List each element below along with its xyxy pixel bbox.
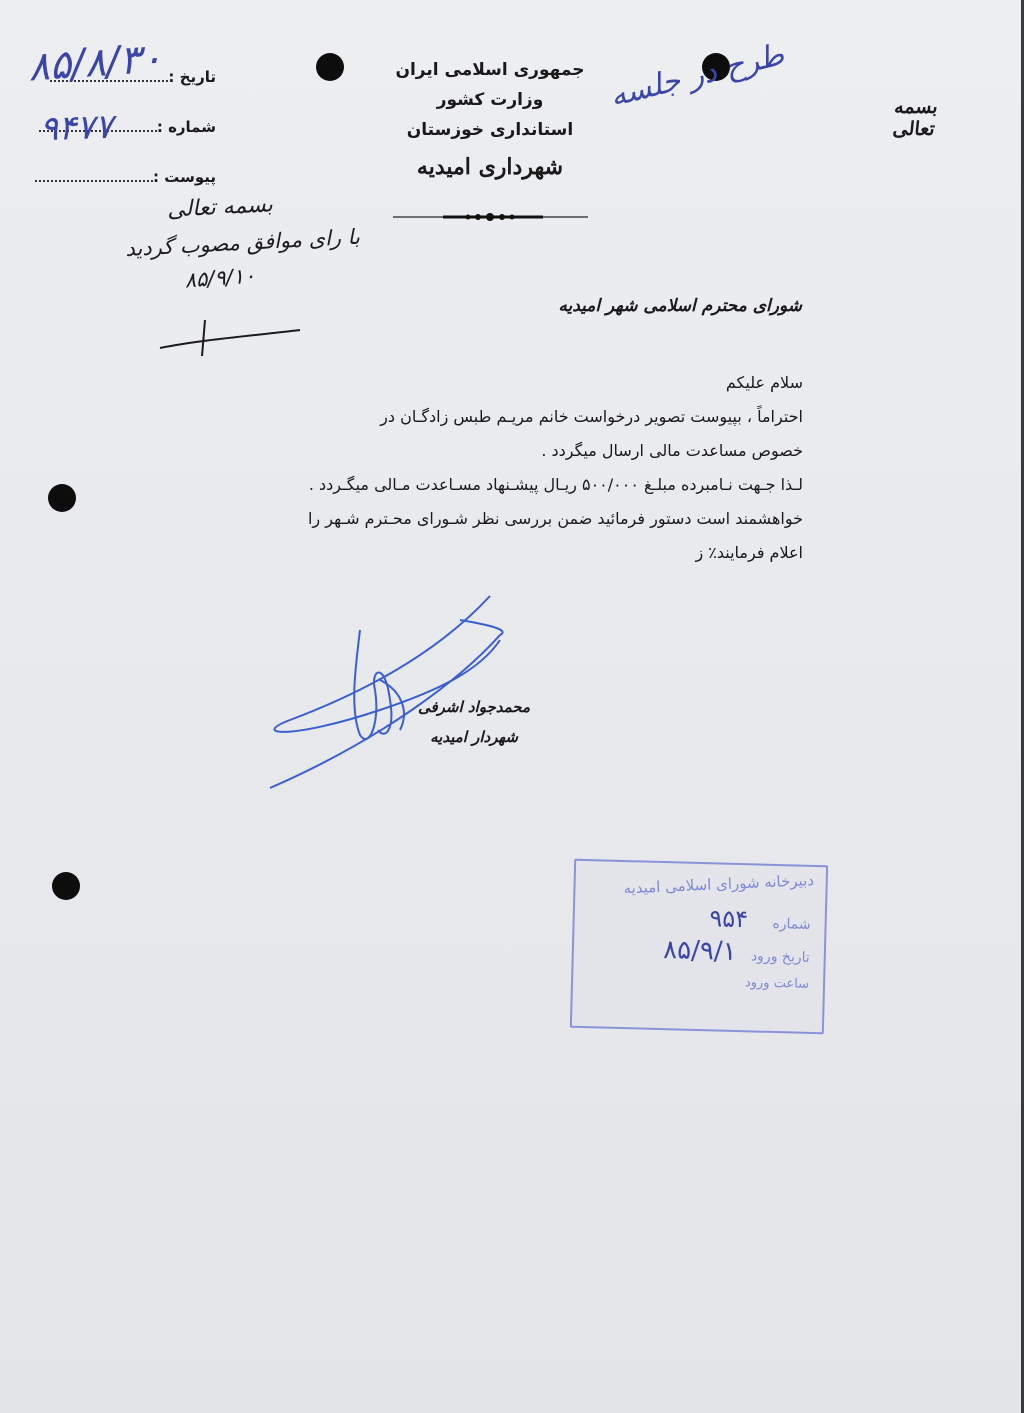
- handwritten-agenda-note: طرح در جلسه: [606, 36, 788, 115]
- handwritten-date: ۸۵/۸/۳۰: [26, 35, 164, 91]
- letter-body: [228, 366, 803, 570]
- header-ornament: [393, 208, 588, 226]
- header-organization: شهرداری امیدیه: [416, 154, 564, 180]
- header-line-country: جمهوری اسلامی ایران: [395, 60, 585, 80]
- body-paragraph: لـذا جـهت نـامبرده مبلـغ ۵۰۰/۰۰۰ ریـال پیشـنهاد مسـاعدت مـالی میگـردد .: [308, 475, 803, 494]
- greeting: سلام علیکم: [725, 373, 803, 392]
- basmala-logo: بسمه تعالی: [891, 96, 940, 140]
- header-line-ministry: وزارت کشور: [436, 90, 544, 110]
- stamp-number-label: شماره: [772, 915, 811, 933]
- handwritten-number: ۹۴۷۷: [39, 106, 114, 150]
- body-paragraph: خصوص مساعدت مالی ارسال میگردد .: [541, 441, 803, 460]
- stamp-extra: ساعت ورود: [744, 975, 810, 992]
- number-label: شماره :: [156, 118, 216, 136]
- stamp-date-value: ۸۵/۹/۱: [662, 935, 737, 967]
- letterhead: [392, 60, 588, 180]
- header-line-province: استانداری خوزستان: [406, 120, 574, 140]
- recipient: شورای محترم اسلامی شهر امیدیه: [558, 296, 802, 316]
- attachment-field: [30, 168, 216, 186]
- body-paragraph: اعلام فرمایند٪ ز: [695, 543, 803, 562]
- signer-name: محمدجواد اشرفی: [417, 698, 530, 716]
- stamp-number-value: ۹۵۴: [709, 904, 749, 934]
- margin-approval-note: [80, 192, 361, 293]
- signature-scribble: [260, 590, 520, 800]
- punch-hole: [316, 53, 344, 81]
- signature-block: [380, 698, 530, 746]
- body-paragraph: احتراماً ، بپیوست تصویر درخواست خانم مریـم طبس زادگـان در: [380, 407, 803, 426]
- margin-note-heading: بسمه تعالی: [166, 192, 274, 223]
- signer-title: شهردار امیدیه: [430, 728, 518, 746]
- margin-note-text: با رای موافق مصوب گردید: [124, 224, 361, 261]
- registry-stamp: [570, 859, 828, 1035]
- attachment-label: پیوست :: [152, 168, 216, 186]
- punch-hole: [48, 484, 76, 512]
- margin-note-flourish: [150, 300, 310, 360]
- stamp-heading: دبیرخانه شورای اسلامی امیدیه: [623, 871, 815, 898]
- punch-hole: [52, 872, 80, 900]
- date-label: تاریخ :: [168, 68, 216, 86]
- margin-note-date: ۸۵/۹/۱۰: [183, 263, 257, 293]
- stamp-date-label: تاریخ ورود: [750, 948, 810, 966]
- body-paragraph: خواهشمند است دستور فرمائید ضمن بررسی نظر شـورای محـترم شـهر را: [307, 509, 803, 528]
